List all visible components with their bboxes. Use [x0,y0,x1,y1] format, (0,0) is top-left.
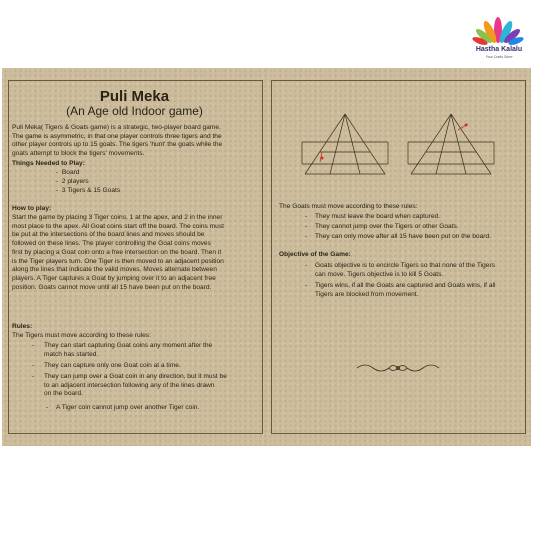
board-diagram-1 [300,112,390,182]
howto-line: first by placing a Goat coin onto a free intersection on the board. Then it [12,248,222,256]
rule-item: - They can jump over a Goat coin in any direction, but it must be to an adjacent intersection following any of the lines drawn on the board. [32,373,227,398]
howto-paragraph [12,214,259,292]
howto-line: most place to the apex. All Goat coins start off the board. The coins must [12,222,224,230]
intro-line: Puli Meka( Tigers & Goats game) is a strategic, two-player board game. [12,124,221,131]
things-item: - Board [56,169,80,176]
page-subtitle: (An Age old Indoor game) [66,104,203,118]
objective-item: - Tigers wins, if all the Goats are captured and Goats wins, if all Tigers are blocked from movement. [305,282,496,298]
rule-item: - They can start capturing Goat coins any moment after the match has started. [32,342,213,358]
intro-line: goats attempt to block the tigers' movements. [12,150,145,158]
page-title: Puli Meka [99,88,170,105]
rules-intro: The Tigers must move according to these rules: [12,332,151,339]
howto-line: is the Tiger players turn. One Tiger is then moved to an adjacent position [12,257,224,265]
intro-line: other player controls up to 15 goats. The tigers 'hunt' the goats while the [12,141,223,149]
howto-line: position. Goats cannot move until all 15 have been put on the board. [12,283,212,291]
goat-rule: - They must leave the board when captured. [305,213,440,220]
goats-intro: The Goats must move according to these rules: [279,203,418,210]
objective-item: - Goats objective is to encircle Tigers so that none of the Tigers can move. Tigers objective is to kill 5 Goats. [305,262,495,278]
brand-tagline: Your Crafts Store [485,55,513,59]
intro-line: The game is asymmetric, in that one player controls three tigers and the [12,132,222,140]
howto-line: be put at the intersections of the board lines and moves should be [12,231,205,239]
howto-line: along the lines that indicate the valid moves. Moves alternate between [12,266,217,274]
flourish-ornament-icon [355,360,441,376]
brand-name: Hastha Kalalu [475,46,523,53]
howto-line: Start the game by placing 3 Tiger coins, 1 at the apex, and 2 in the inner [12,214,223,221]
goat-rule: - They can only move after all 15 have been put on the board. [305,233,491,240]
goat-rule: - They cannot jump over the Tigers or other Goats. [305,223,459,230]
rule-item: - They can capture only one Goat coin at a time. [32,362,181,369]
board-diagram-2 [406,112,496,182]
rule-item: - A Tiger coin cannot jump over another Tiger coin. [46,404,200,411]
things-item: - 2 players [56,178,89,185]
lotus-icon [466,10,530,50]
howto-line: players. A Tiger captures a Goat by jumping over it to an adjacent free [12,274,216,282]
things-item: - 3 Tigers & 15 Goats [56,187,121,194]
rules-heading: Rules: [12,323,33,330]
howto-heading: How to play: [12,205,52,212]
howto-line: followed on these lines. The player controlling the Goat coins moves [12,240,211,248]
objective-heading: Objective of the Game: [279,251,351,258]
things-heading: Things Needed to Play: [12,160,85,167]
intro-paragraph [12,124,259,159]
